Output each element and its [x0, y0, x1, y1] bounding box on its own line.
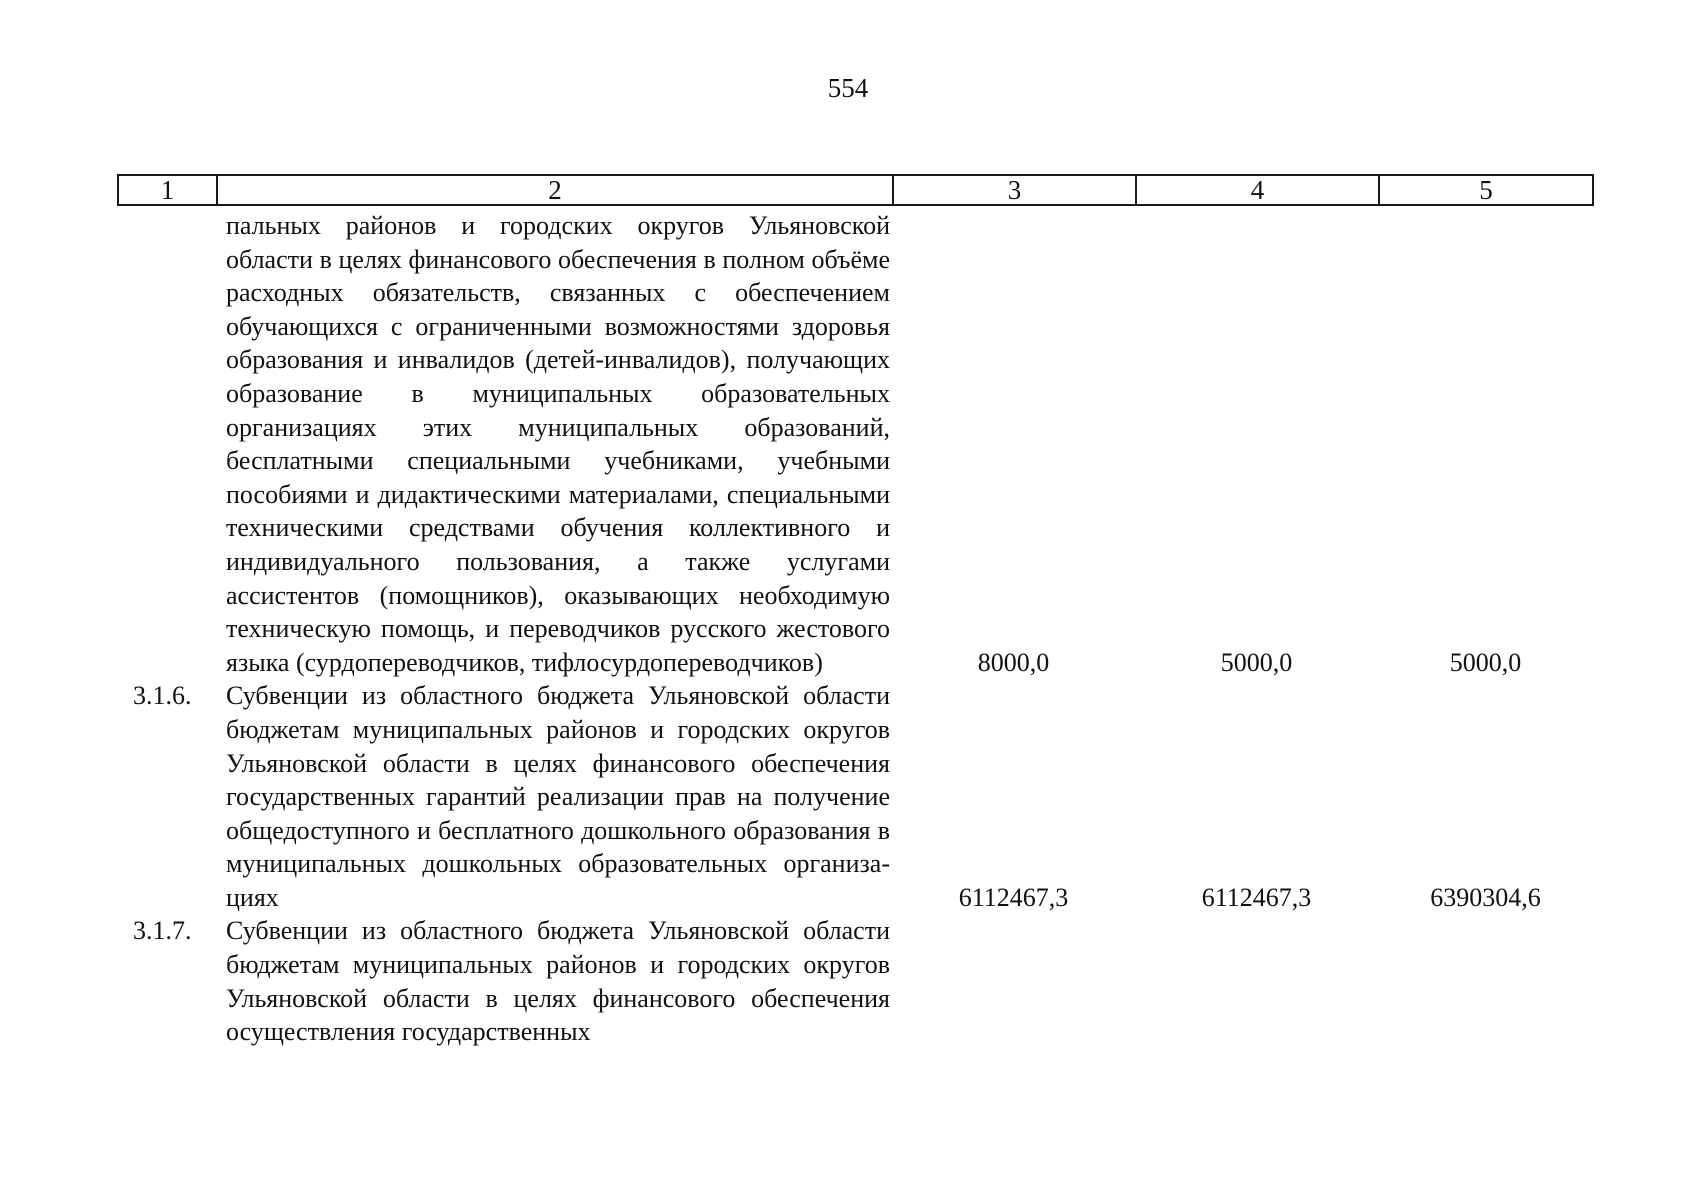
table-row [117, 679, 1594, 914]
table-body [117, 209, 1594, 1049]
row-number: 3.1.6. [133, 681, 192, 711]
row-value-col5: 5000,0 [1449, 647, 1522, 677]
row-description: Субвенции из областного бюджета Ульяновской области бюджетам муниципальных районов и городских округов Ульяновской области в целях финансового обеспечения осуществления государственных [226, 916, 890, 1047]
row-value-col4: 5000,0 [1220, 647, 1293, 677]
table-header-row [117, 174, 1594, 206]
row-value-col4: 6112467,3 [1201, 882, 1312, 912]
page-number: 554 [827, 73, 869, 103]
row-value-col5: 6390304,6 [1430, 882, 1541, 912]
row-description: пальных районов и городских округов Ульяновской области в целях финансового обеспечения в полном объёме расходных обязательств, связанных с обеспечением обучающихся с ограниченными возможностями здоровья образования и инвалидов (детей-инвалидов), получающих образование в муниципальных образовательных организациях этих муниципальных образований, бесплатными специальными учебниками, учебными пособиями и дидактическими материалами, специальными техническими средствами обучения коллективного и индивидуального пользования, а также услугами ассистентов (помощников), оказывающих необходимую техническую помощь, и переводчиков русского жестового языка (сурдопереводчиков, тифлосурдопереводчиков) [226, 211, 890, 677]
header-cell-1: 1 [119, 176, 218, 204]
row-number: 3.1.7. [133, 916, 192, 946]
row-value-col3: 8000,0 [977, 647, 1050, 677]
header-cell-2: 2 [218, 176, 894, 204]
header-cell-3: 3 [894, 176, 1137, 204]
header-cell-4: 4 [1137, 176, 1380, 204]
row-value-col3: 6112467,3 [958, 882, 1069, 912]
header-cell-5: 5 [1479, 175, 1493, 205]
row-description: Субвенции из областного бюджета Ульяновской области бюджетам муниципальных районов и городских округов Ульяновской области в целях финансового обеспечения государственных гарантий реализации прав на получение общедоступного и бесплатного дошкольного образования в муниципальных дошкольных образовательных организациях [226, 681, 890, 912]
table-row [117, 914, 1594, 1048]
table-row [117, 209, 1594, 679]
